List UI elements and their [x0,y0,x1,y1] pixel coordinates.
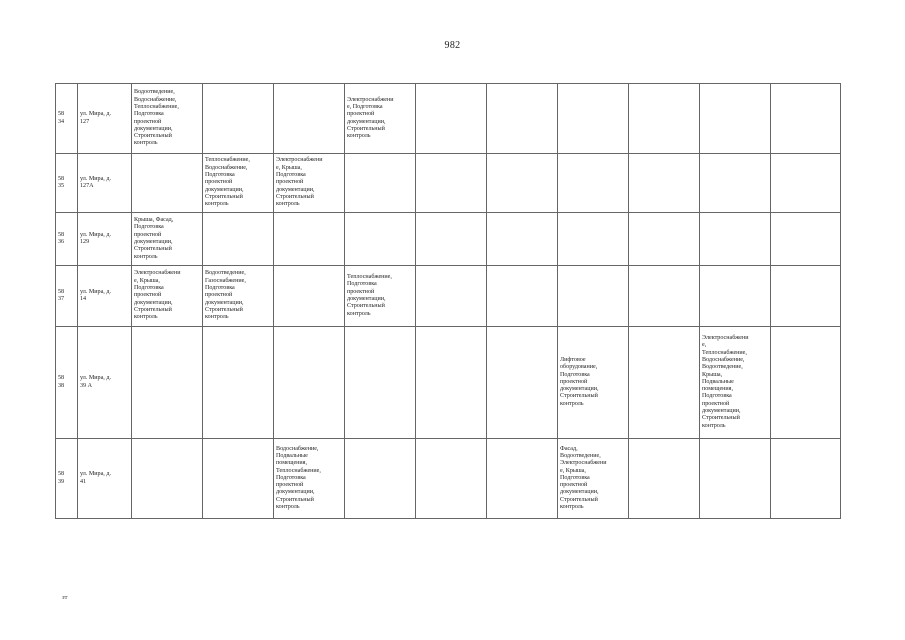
work-type-cell [771,84,841,154]
work-type-cell: Электроснабжени е, Подготовка проектной документации, Строительный контроль [345,84,416,154]
table-row [56,154,841,213]
work-type-cell: Электроснабжени е, Теплоснабжение, Водоснабжение, Водоотведение, Крыша, Подвальные помещения, Подготовка проектной документации, Строительный контроль [700,327,771,439]
table-row [56,84,841,154]
work-type-cell [700,154,771,213]
work-type-cell [345,154,416,213]
work-type-cell [558,213,629,266]
work-type-cell: Теплоснабжение, Водоснабжение, Подготовка проектной документации, Строительный контроль [203,154,274,213]
work-type-cell [700,213,771,266]
work-type-cell [345,439,416,519]
work-type-cell: Теплоснабжение, Подготовка проектной документации, Строительный контроль [345,266,416,327]
footer-mark: зт [62,594,68,601]
work-type-cell [274,213,345,266]
work-type-cell [345,213,416,266]
work-type-cell [700,266,771,327]
work-type-cell [558,266,629,327]
work-type-cell: Крыша, Фасад, Подготовка проектной документации, Строительный контроль [132,213,203,266]
address-cell: ул. Мира, д. 41 [78,439,132,519]
table-row [56,439,841,519]
work-type-cell [203,327,274,439]
work-type-cell [771,327,841,439]
work-type-cell: Электроснабжени е, Крыша, Подготовка проектной документации, Строительный контроль [274,154,345,213]
work-type-cell: Водоотведение, Газоснабжение, Подготовка проектной документации, Строительный контроль [203,266,274,327]
work-type-cell [629,84,700,154]
work-type-cell [487,213,558,266]
work-type-cell [629,213,700,266]
work-type-cell [345,327,416,439]
work-type-cell [700,84,771,154]
work-type-cell [416,327,487,439]
address-cell: ул. Мира, д. 127 [78,84,132,154]
work-type-cell [203,439,274,519]
table-row [56,266,841,327]
work-type-cell: Фасад, Водоотведение, Электроснабжени е, Крыша, Подготовка проектной документации, Строительный контроль [558,439,629,519]
work-type-cell [203,213,274,266]
work-type-cell [487,266,558,327]
work-type-cell [487,154,558,213]
work-type-cell [558,154,629,213]
work-type-cell [203,84,274,154]
work-type-cell [487,84,558,154]
work-type-cell [771,213,841,266]
row-number-cell: 58 39 [56,439,78,519]
address-cell: ул. Мира, д. 14 [78,266,132,327]
work-type-cell [771,266,841,327]
work-type-cell [558,84,629,154]
address-cell: ул. Мира, д. 127А [78,154,132,213]
work-type-cell [416,439,487,519]
work-type-cell: Водоснабжение, Подвальные помещения, Теплоснабжение, Подготовка проектной документации, Строительный контроль [274,439,345,519]
work-type-cell [132,327,203,439]
work-type-cell [771,154,841,213]
row-number-cell: 58 35 [56,154,78,213]
work-type-cell: Водоотведение, Водоснабжение, Теплоснабжение, Подготовка проектной документации, Строительный контроль [132,84,203,154]
work-type-cell [700,439,771,519]
table-row [56,213,841,266]
row-number-cell: 58 38 [56,327,78,439]
address-cell: ул. Мира, д. 129 [78,213,132,266]
work-type-cell [629,154,700,213]
work-type-cell [274,327,345,439]
work-type-cell [487,439,558,519]
table-row [56,327,841,439]
work-type-cell [416,266,487,327]
work-type-cell [132,154,203,213]
work-type-cell [416,213,487,266]
address-cell: ул. Мира, д. 39 А [78,327,132,439]
work-type-cell [416,84,487,154]
work-type-cell [274,266,345,327]
work-type-cell: Электроснабжени е, Крыша, Подготовка проектной документации, Строительный контроль [132,266,203,327]
work-type-cell [629,266,700,327]
work-type-cell [771,439,841,519]
work-type-cell [487,327,558,439]
row-number-cell: 58 37 [56,266,78,327]
work-type-cell [132,439,203,519]
work-type-cell [416,154,487,213]
row-number-cell: 58 36 [56,213,78,266]
capital-repair-table [55,83,841,519]
page-number: 982 [444,40,461,51]
work-type-cell [629,439,700,519]
work-type-cell [629,327,700,439]
work-type-cell: Лифтовое оборудование, Подготовка проектной документации, Строительный контроль [558,327,629,439]
row-number-cell: 58 34 [56,84,78,154]
work-type-cell [274,84,345,154]
